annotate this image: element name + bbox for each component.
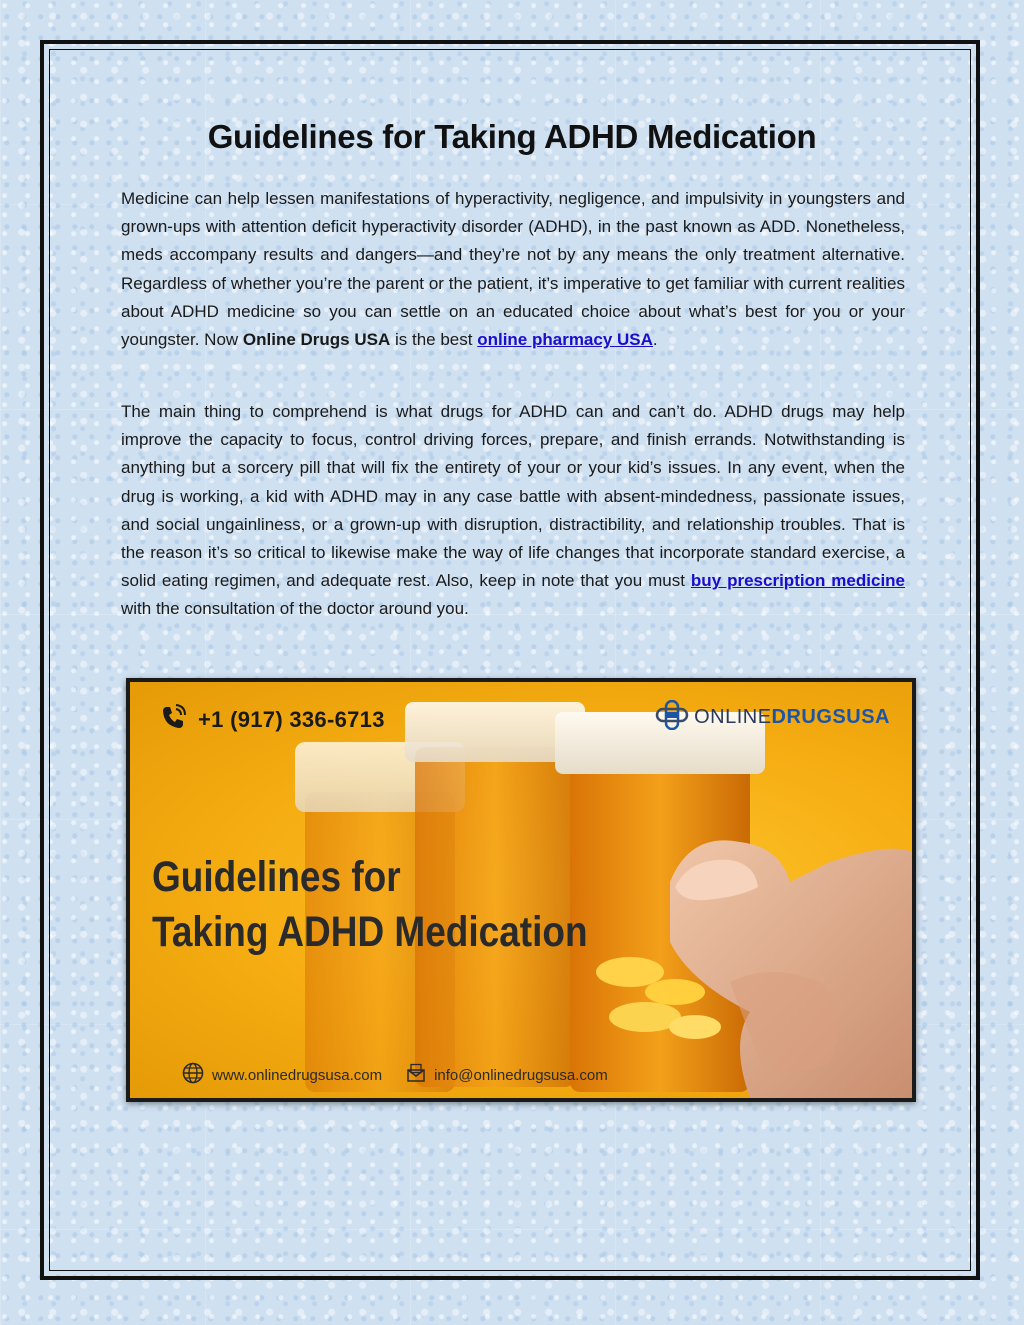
phone-row [160, 704, 385, 735]
body-paragraph [121, 398, 905, 624]
mail-icon [406, 1063, 426, 1088]
promo-banner-image [126, 678, 916, 1102]
intro-paragraph [121, 185, 905, 354]
body-text: The main thing to comprehend is what drugs for ADHD can and can’t do. ADHD drugs may help improve the capacity to focus, control driving forces, prepare, and finish errands. Notwithstanding is anything but a sorcery pill that will fix the entirety of your or your kid’s issues. In any event, when the drug is working, a kid with ADHD may in any case battle with absent-mindedness, passionate issues, and social ungainliness, or a grown-up with disruption, distractibility, and relationship troubles. That is the reason it’s so critical to likewise make the way of life changes that incorporate standard exercise, a solid eating regimen, and adequate rest. Also, keep in note that you must [121, 402, 905, 591]
page-title: Guidelines for Taking ADHD Medication [207, 118, 817, 155]
intro-text-2: is the best [390, 330, 478, 350]
pill-cross-logo-icon [654, 700, 690, 735]
brand-logo [654, 700, 890, 735]
website-text: www.onlinedrugsusa.com [212, 1067, 383, 1084]
intro-end: . [652, 330, 658, 350]
contact-row [182, 1062, 608, 1089]
phone-number: +1 (917) 336-6713 [198, 706, 385, 732]
brand-name: Online Drugs USA [242, 330, 391, 350]
banner-heading-line2: Taking ADHD Medication [152, 908, 588, 956]
online-pharmacy-link[interactable]: online pharmacy USA [477, 330, 653, 350]
logo-text: ONLINEDRUGSUSA [694, 706, 890, 728]
banner-heading-line1: Guidelines for [152, 853, 401, 901]
body-text-end: with the consultation of the doctor around you. [121, 599, 469, 619]
globe-icon [182, 1062, 204, 1089]
buy-prescription-link[interactable]: buy prescription medicine [690, 571, 906, 591]
email-text: info@onlinedrugsusa.com [434, 1067, 608, 1084]
banner-heading [152, 850, 588, 960]
intro-text: Medicine can help lessen manifestations of hyperactivity, negligence, and impulsivity in youngsters and grown-ups with attention deficit hyperactivity disorder (ADHD), in the past known as ADD. Nonetheless, meds accompany results and dangers—and they’re not by any means the only treatment alternative. Regardless of whether you’re the parent or the patient, it’s imperative to get familiar with current realities about ADHD medicine so you can settle on an educated choice about what’s best for you or your youngster. Now [121, 189, 905, 350]
phone-icon [160, 704, 186, 735]
